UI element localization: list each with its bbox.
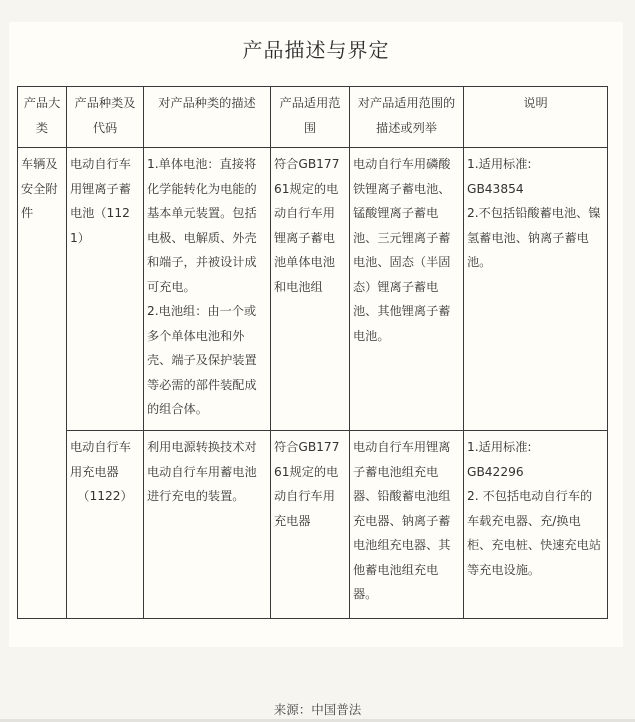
- scope-detail-cell: 电动自行车用锂离子蓄电池组充电器、铅酸蓄电池组充电器、钠离子蓄电池组充电器、其他蓄电池组充电器。: [350, 431, 464, 619]
- notes-cell: [464, 148, 608, 431]
- table-header-row: [18, 87, 608, 148]
- header-notes: 说明: [464, 87, 608, 148]
- document-title: 产品描述与界定: [242, 38, 390, 62]
- scope-detail-cell: 电动自行车用磷酸铁锂离子蓄电池、锰酸锂离子蓄电池、三元锂离子蓄电池、固态（半固态）锂离子蓄电池、其他锂离子蓄电池。: [350, 148, 464, 431]
- description-paragraph: 2.电池组：由一个或多个单体电池和外壳、端子及保护装置等必需的部件装配成的组合体。: [147, 304, 257, 416]
- note-line: GB43854: [467, 181, 524, 196]
- description-cell: [144, 148, 271, 431]
- header-scope-description: 对产品适用范围的描述或列举: [350, 87, 464, 148]
- description-paragraph: 1.单体电池：直接将化学能转化为电能的基本单元装置。包括电极、电解质、外壳和端子，并被设计成可充电。: [147, 157, 257, 294]
- category-cell: 车辆及安全附件: [18, 148, 67, 619]
- kind-cell: 电动自行车用锂离子蓄电池（1121）: [67, 148, 144, 431]
- note-line: 2.不包括铅酸蓄电池、镍氢蓄电池、钠离子蓄电池。: [467, 206, 601, 269]
- document-sheet: [9, 22, 623, 647]
- header-product-category: 产品大类: [18, 87, 67, 148]
- scope-cell: 符合GB17761规定的电动自行车用锂离子蓄电池单体电池和电池组: [271, 148, 350, 431]
- product-definition-table: [17, 86, 608, 619]
- table-row: [18, 431, 608, 619]
- header-kind-description: 对产品种类的描述: [144, 87, 271, 148]
- kind-code: （1122）: [77, 489, 133, 503]
- source-caption: 来源：中国普法: [273, 702, 362, 717]
- note-line: 2. 不包括电动自行车的车载充电器、充/换电柜、充电桩、快速充电站等充电设施。: [467, 489, 602, 577]
- description-cell: [144, 431, 271, 619]
- header-product-kind-code: 产品种类及代码: [67, 87, 144, 148]
- table-row: [18, 148, 608, 431]
- scope-cell: 符合GB17761规定的电动自行车用充电器: [271, 431, 350, 619]
- note-line: 1.适用标准:: [467, 440, 532, 454]
- kind-cell: [67, 431, 144, 619]
- header-application-scope: 产品适用范围: [271, 87, 350, 148]
- notes-cell: [464, 431, 608, 619]
- description-paragraph: 利用电源转换技术对电动自行车用蓄电池进行充电的装置。: [147, 440, 257, 503]
- note-line: 1.适用标准:: [467, 157, 532, 171]
- kind-name: 电动自行车用充电器: [70, 440, 131, 479]
- note-line: GB42296: [467, 464, 524, 479]
